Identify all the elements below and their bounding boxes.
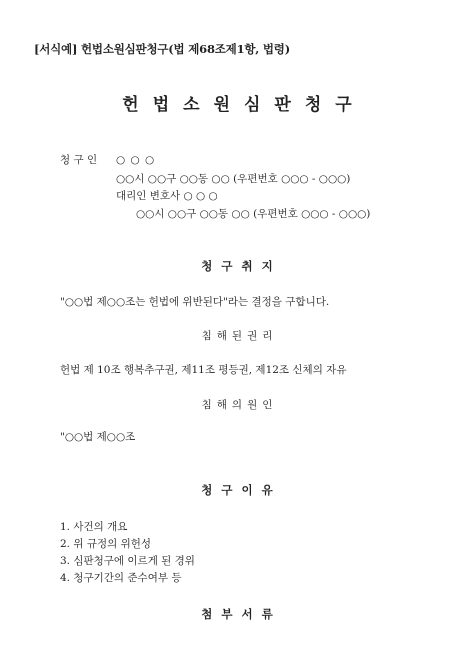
agent-address: ○○시 ○○구 ○○동 ○○ (우편번호 ○○○ - ○○○): [136, 208, 371, 220]
cause-heading: 침해의원인: [201, 399, 278, 411]
document-title: 헌법소원심판청구: [122, 95, 366, 115]
reason-item-1: 1. 사건의 개요: [60, 521, 128, 533]
claimant-address: ○○시 ○○구 ○○동 ○○ (우편번호 ○○○ - ○○○): [116, 173, 351, 185]
purpose-heading: 청구취지: [201, 259, 282, 273]
attachments-heading: 첨부서류: [201, 607, 282, 621]
reasons-heading: 청구이유: [201, 483, 282, 497]
reason-item-2: 2. 위 규정의 위헌성: [60, 538, 152, 550]
claimant-name: ○ ○ ○: [116, 154, 156, 166]
rights-text: 헌법 제 10조 행복추구권, 제11조 평등권, 제12조 신체의 자유: [60, 364, 347, 376]
reason-item-3: 3. 심판청구에 이르게 된 경위: [60, 555, 195, 567]
claimant-label: 청 구 인: [60, 154, 98, 166]
agent-label: 대리인 변호사 ○ ○ ○: [116, 190, 218, 202]
reason-item-4: 4. 청구기간의 준수여부 등: [60, 572, 182, 584]
form-label: [서식예] 헌법소원심판청구(법 제68조제1항, 법령): [34, 42, 290, 56]
rights-heading: 침해된권리: [201, 330, 278, 342]
purpose-text: "○○법 제○○조는 헌법에 위반된다"라는 결정을 구합니다.: [60, 296, 330, 308]
cause-text: "○○법 제○○조: [60, 431, 136, 443]
